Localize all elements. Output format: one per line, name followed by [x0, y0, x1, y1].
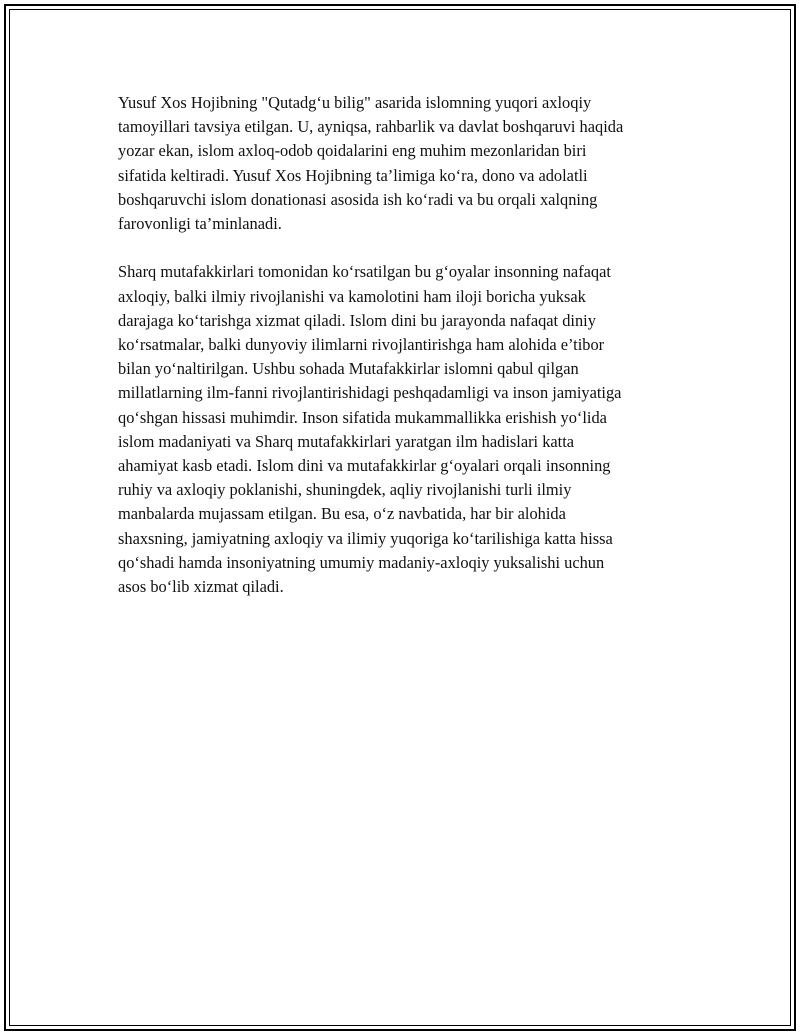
paragraph-1: Yusuf Xos Hojibning "Qutadg‘u bilig" asarida islomning yuqori axloqiy tamoyillari tavsiya etilgan. U, ayniqsa, rahbarlik va davlat boshqaruvi haqida yozar ekan, islom axloq-odob qoidalarini eng muhim mezonlaridan biri sifatida keltiradi. Yusuf Xos Hojibning ta’limiga ko‘ra, dono va adolatli boshqaruvchi islom donationasi asosida ish ko‘radi va bu orqali xalqning farovonligi ta’minlanadi. — [118, 93, 624, 234]
paragraph-2: Sharq mutafakkirlari tomonidan ko‘rsatilgan bu g‘oyalar insonning nafaqat axloqiy, balki ilmiy rivojlanishi va kamolotini ham iloji boricha yuksak darajaga ko‘tarishga xizmat qiladi. Islom dini bu jarayonda nafaqat diniy ko‘rsatmalar, balki dunyoviy ilimlarni rivojlantirishga ham alohida e’tibor bilan yo‘naltirilgan. Ushbu sohada Mutafakkirlar islomni qabul qilgan millatlarning ilm-fanni rivojlantirishidagi peshqadamligi va inson jamiyatiga qo‘shgan hissasi muhimdir. Inson sifatida mukammallikka erishish yo‘lida islom madaniyati va Sharq mutafakkirlari yaratgan ilm hadislari katta ahamiyat kasb etadi. Islom dini va mutafakkirlar g‘oyalari orqali insonning ruhiy va axloqiy poklanishi, shuningdek, aqliy rivojlanishi turli ilmiy manbalarda mujassam etilgan. Bu esa, o‘z navbatida, har bir alohida shaxsning, jamiyatning axloqiy va ilimiy yuqoriga ko‘tarilishiga katta hissa qo‘shadi hamda insoniyatning umumiy madaniy-axloqiy yuksalishi uchun asos bo‘lib xizmat qiladi. — [118, 262, 622, 597]
document-body — [118, 91, 708, 623]
